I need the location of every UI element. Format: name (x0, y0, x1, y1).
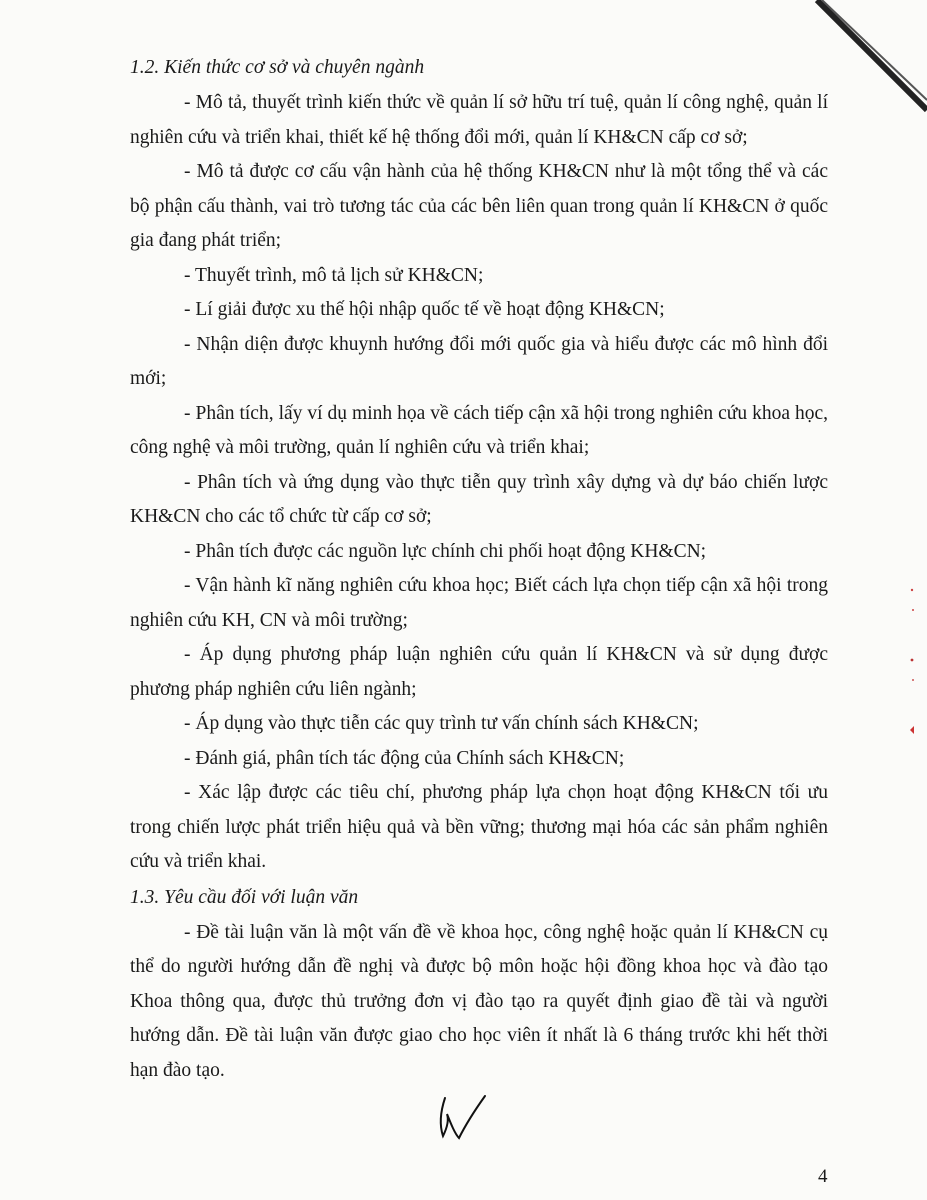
document-body (130, 50, 828, 1088)
page-number: 4 (818, 1166, 828, 1187)
paragraph: - Áp dụng vào thực tiễn các quy trình tư vấn chính sách KH&CN; (184, 713, 699, 734)
paragraph: - Xác lập được các tiêu chí, phương pháp lựa chọn hoạt động KH&CN tối ưu trong chiến lược phát triển hiệu quả và bền vững; thương mại hóa các sản phẩm nghiên cứu và triển khai. (130, 782, 828, 872)
paragraph: - Áp dụng phương pháp luận nghiên cứu quản lí KH&CN và sử dụng được phương pháp nghiên cứu liên ngành; (130, 644, 828, 700)
paragraph: - Thuyết trình, mô tả lịch sử KH&CN; (184, 264, 484, 286)
handwritten-initials-signature (435, 1090, 495, 1145)
paragraph: - Phân tích và ứng dụng vào thực tiễn quy trình xây dựng và dự báo chiến lược KH&CN cho các tổ chức từ cấp cơ sở; (130, 471, 828, 527)
section-heading-1-2: 1.2. Kiến thức cơ sở và chuyên ngành (130, 57, 425, 78)
paragraph: - Đánh giá, phân tích tác động của Chính sách KH&CN; (184, 747, 625, 769)
paragraph: - Mô tả, thuyết trình kiến thức về quản lí sở hữu trí tuệ, quản lí công nghệ, quản lí nghiên cứu và triển khai, thiết kế hệ thống đổi mới, quản lí KH&CN cấp cơ sở; (130, 92, 828, 148)
paragraph: - Lí giải được xu thế hội nhập quốc tế về hoạt động KH&CN; (184, 299, 665, 320)
paragraph: - Mô tả được cơ cấu vận hành của hệ thống KH&CN như là một tổng thể và các bộ phận cấu thành, vai trò tương tác của các bên liên quan trong quản lí KH&CN ở quốc gia đang phát triển; (130, 161, 828, 251)
paragraph: - Vận hành kĩ năng nghiên cứu khoa học; Biết cách lựa chọn tiếp cận xã hội trong nghiên cứu KH, CN và môi trường; (130, 575, 828, 631)
paragraph: - Phân tích được các nguồn lực chính chi phối hoạt động KH&CN; (184, 540, 707, 562)
paragraph: - Phân tích, lấy ví dụ minh họa về cách tiếp cận xã hội trong nghiên cứu khoa học, công nghệ và môi trường, quản lí nghiên cứu và triển khai; (130, 402, 828, 458)
section-heading-1-3: 1.3. Yêu cầu đối với luận văn (130, 886, 359, 908)
scan-edge-marks (900, 580, 920, 740)
paragraph: - Đề tài luận văn là một vấn đề về khoa học, công nghệ hoặc quản lí KH&CN cụ thể do người hướng dẫn đề nghị và được bộ môn hoặc hội đồng khoa học và đào tạo Khoa thông qua, được thủ trưởng đơn vị đào tạo ra quyết định giao đề tài và người hướng dẫn. Đề tài luận văn được giao cho học viên ít nhất là 6 tháng trước khi hết thời hạn đào tạo. (130, 921, 828, 1081)
paragraph: - Nhận diện được khuynh hướng đổi mới quốc gia và hiểu được các mô hình đổi mới; (130, 333, 828, 389)
